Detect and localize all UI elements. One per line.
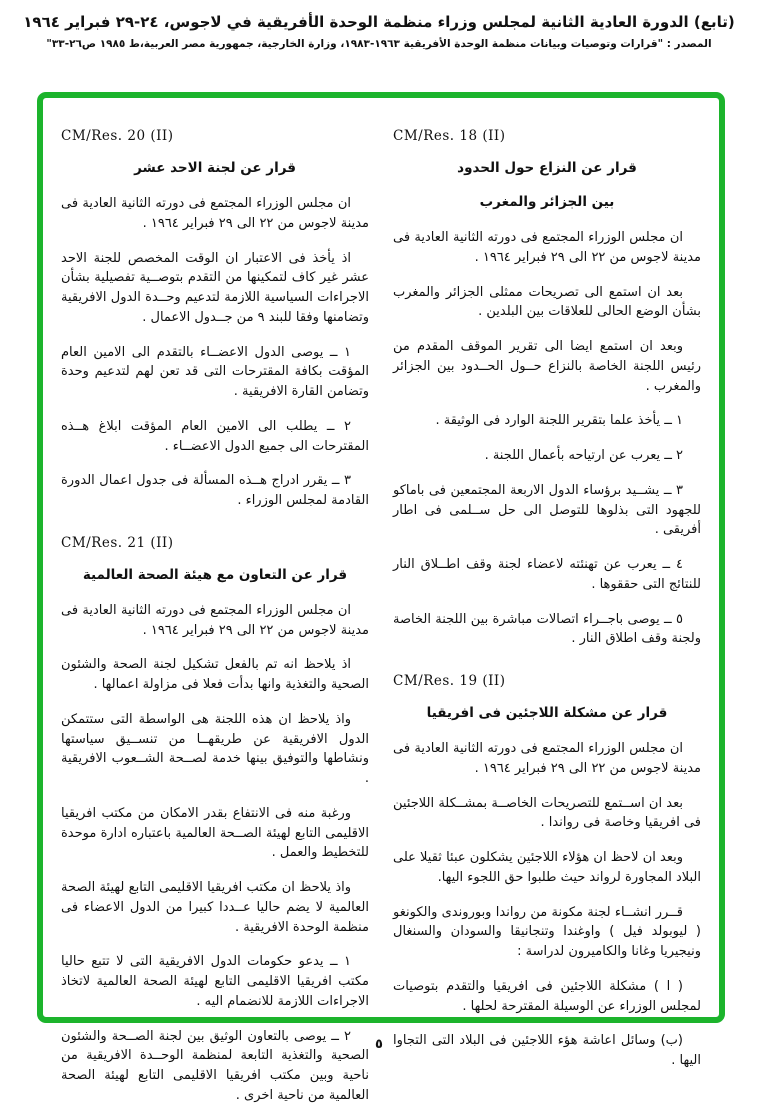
column-left [61, 124, 369, 1103]
resolution-paragraph: وبعد ان استمع ايضا الى تقرير الموقف المقدم من رئيس اللجنة الخاصة بالنزاع حــول الحــدود بين الجزائر والمغرب . [393, 339, 701, 394]
resolution-clause: ٥ ــ يوصى باجــراء اتصالات مباشرة بين اللجنة الخاصة ولجنة وقف اطلاق النار . [393, 611, 701, 647]
resolution-title-line: قرار عن التعاون مع هيئة الصحة العالمية [82, 566, 348, 583]
two-column-text-area [43, 98, 719, 1103]
resolution-clause: ٢ ــ يطلب الى الامين العام المؤقت ابلاغ هــذه المقترحات الى جميع الدول الاعضــاء . [61, 418, 369, 454]
resolution-paragraph: اذ يلاحظ انه تم بالفعل تشكيل لجنة الصحة والشئون الصحية والتغذية وانها بدأت فعلا فى مزاولة اعمالها . [61, 657, 369, 692]
resolution-code: CM/Res. 18 (II) [393, 128, 506, 144]
resolution-clause: ٢ ــ يعرب عن ارتياحه بأعمال اللجنة . [484, 448, 683, 463]
resolution-title-line: قرار عن مشكلة اللاجئين فى افريقيا [426, 705, 668, 721]
green-highlight-frame [37, 92, 725, 1103]
resolution-code: CM/Res. 19 (II) [393, 673, 506, 689]
column-right [393, 124, 701, 1068]
resolution-paragraph: اذ يأخذ فى الاعتبار ان الوقت المخصص للجنة الاحد عشر غير كاف لتمكينها من التقدم بتوصــية تفصيلية بشأن الاجراءات السياسية اللازمة لتدعيم وحــدة الدول الافريقية وتضامنها وفقا للبند ٩ من جــدول الاعمال . [61, 250, 369, 325]
resolution-title-line: قرار عن النزاع حول الحدود [457, 160, 637, 176]
resolution-paragraph: بعد ان اســتمع للتصريحات الخاصــة بمشــكلة اللاجئين فى افريقيا وخاصة فى رواندا . [393, 795, 701, 831]
resolution-paragraph: ان مجلس الوزراء المجتمع فى دورته الثانية العادية فى مدينة لاجوس من ٢٢ الى ٢٩ فبراير ١٩٦٤ . [61, 602, 369, 638]
resolution-cm-res-18 [393, 128, 701, 649]
resolution-paragraph: واذ يلاحظ ان مكتب افريقيا الاقليمى التابع لهيئة الصحة العالمية لا يضم حاليا عــددا كبيرا من الدول الاعضاء فى منظمة الوحدة الافريقية . [61, 880, 369, 935]
resolution-clause: (ب) وسائل اعاشة هؤء اللاجئين فى البلاد التى التجاوا اليها . [393, 1033, 701, 1068]
resolution-clause: ٤ ــ يعرب عن تهنئته لاعضاء لجنة وقف اطــلاق النار للنتائج التى حققوها . [393, 557, 701, 592]
resolution-clause: ( ا ) مشكلة اللاجئين فى افريقيا والتقدم بتوصيات لمجلس الوزراء عن الوسيلة المقترحة لحلها . [393, 978, 701, 1014]
page-number: ٥ [375, 1037, 383, 1052]
resolution-title-line: قرار عن لجنة الاحد عشر [134, 160, 296, 176]
resolution-clause: ٢ ــ يوصى بالتعاون الوثيق بين لجنة الصــحة والشئون الصحية والتغذية التابعة لمنظمة الوحــدة الافريقية من ناحية وبين مكتب افريقيا الاقليمى التابع لهيئة الصحة العالمية من ناحية اخرى . [61, 1028, 369, 1103]
resolution-cm-res-19 [393, 673, 701, 1071]
resolution-paragraph: وبعد ان لاحظ ان هؤلاء اللاجئين يشكلون عبئا ثقيلا على البلاد المجاورة لرواند حيث طلبوا حق اللجوء اليها. [393, 850, 701, 885]
resolution-title-line: بين الجزائر والمغرب [479, 194, 615, 210]
resolution-clause: ٣ ــ يقرر ادراج هــذه المسألة فى جدول اعمال الدورة القادمة لمجلس الوزراء . [61, 473, 369, 508]
resolution-clause: ١ ــ يأخذ علما بتقرير اللجنة الوارد فى الوثيقة . [435, 413, 683, 429]
resolution-paragraph: واذ يلاحظ ان هذه اللجنة هى الواسطة التى ستتمكن الدول الافريقية عن طريقهــا من تنســيق سياستها ونشاطها والتوفيق بينها خدمة لصــحة الشــعوب الافريقية . [61, 711, 369, 786]
resolution-code: CM/Res. 21 (II) [61, 534, 174, 551]
resolution-code: CM/Res. 20 (II) [61, 128, 174, 144]
resolution-clause: ١ ــ يوصى الدول الاعضــاء بالتقدم الى الامين العام المؤقت بكافة المقترحات التى قد تعن لهم لتدعيم وحدة وتضامن القارة الافريقية . [61, 344, 369, 399]
resolution-cm-res-21 [61, 535, 369, 1106]
document-source: المصدر : "قرارات وتوصيات وبيانات منظمة الوحدة الأفريقية ١٩٦٣-١٩٨٣، وزارة الخارجية، جمهورية مصر العربية،ط ١٩٨٥ ص٢٦-٣٣" [46, 38, 712, 50]
resolution-paragraph: بعد ان استمع الى تصريحات ممثلى الجزائر والمغرب بشأن الوضع الحالى للعلاقات بين البلدين . [393, 284, 701, 320]
document-title: (تابع) الدورة العادية الثانية لمجلس وزراء منظمة الوحدة الأفريقية في لاجوس، ٢٤-٢٩ فبراير ١٩٦٤ [23, 13, 735, 31]
resolution-paragraph: ان مجلس الوزراء المجتمع فى دورته الثانية العادية فى مدينة لاجوس من ٢٢ الى ٢٩ فبراير ١٩٦٤ . [393, 230, 701, 265]
resolution-paragraph: قــرر انشــاء لجنة مكونة من رواندا وبوروندى والكونغو ( ليوبولد فيل ) واوغندا وتنجانيقا والسودان والسنغال ونيجيريا وغانا والكاميرون لدراسة : [393, 904, 701, 959]
resolution-paragraph: ورغبة منه فى الانتفاع بقدر الامكان من مكتب افريقيا الاقليمى التابع لهيئة الصــحة العالمية باعتباره ادارة موحدة للتخطيط والعمل . [61, 805, 369, 861]
resolution-paragraph: ان مجلس الوزراء المجتمع فى دورته الثانية العادية فى مدينة لاجوس من ٢٢ الى ٢٩ فبراير ١٩٦٤ . [393, 741, 701, 776]
resolution-clause: ١ ــ يدعو حكومات الدول الافريقية التى لا تتبع حاليا مكتب افريقيا الاقليمى التابع لهيئة الصحة العالمية لاتخاذ الاجراءات اللازمة للانضمام اليه . [61, 954, 369, 1009]
resolution-clause: ٣ ــ يشــيد برؤساء الدول الاربعة المجتمعين فى باماكو للجهود التى بذلوها للتوصل الى حل ســلمى فى اطار أفريقى . [393, 482, 701, 538]
resolution-cm-res-20 [61, 128, 369, 511]
resolution-paragraph: ان مجلس الوزراء المجتمع فى دورته الثانية العادية فى مدينة لاجوس من ٢٢ الى ٢٩ فبراير ١٩٦٤ . [61, 196, 369, 231]
page-header [0, 0, 758, 50]
